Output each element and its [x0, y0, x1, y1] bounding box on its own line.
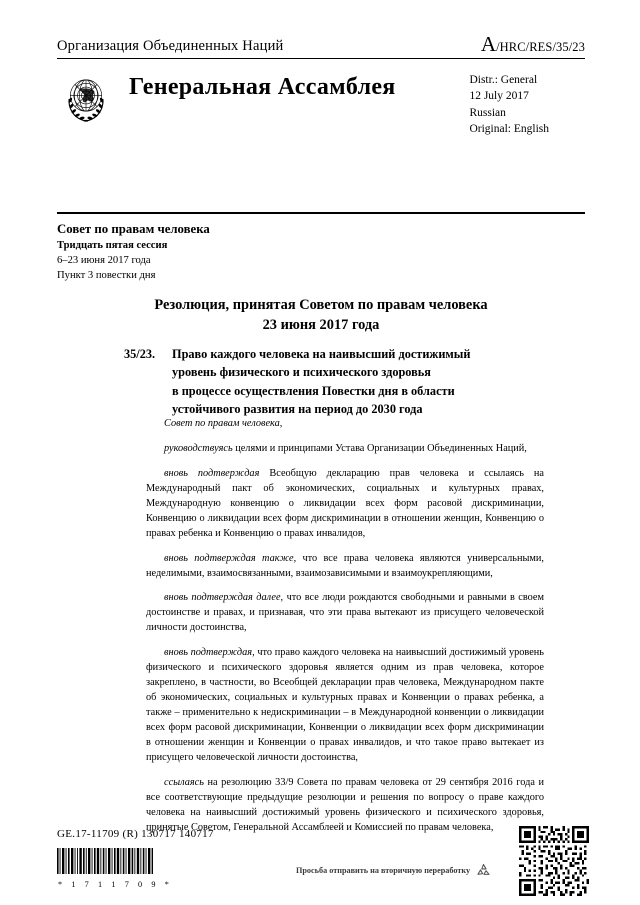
- un-emblem: [57, 70, 115, 128]
- preamble-paragraph: [146, 551, 544, 581]
- resolution-title-line: в процессе осуществления Повестки дня в области: [172, 383, 455, 398]
- resolution-title-line: Право каждого человека на наивысший достижимый: [172, 347, 471, 361]
- paragraph-lead-in: вновь подтверждая: [164, 467, 260, 479]
- paragraph-text: на резолюцию 33/9 Совета по правам человека от 29 сентября 2016 года и все соответствующие предыдущие резолюции и решения по вопросу о праве каждого человека на наивысший достижимый уровень физического и психического здоровья, принятые Советом, Генеральной Ассамблеей и Комиссией по правам человека,: [146, 777, 544, 834]
- recycle-icon: [475, 862, 492, 879]
- preamble-paragraph: [146, 466, 544, 541]
- organ-block: [57, 221, 457, 283]
- preamble-paragraph: [146, 441, 544, 456]
- organ-agenda-item: Пункт 3 повестки дня: [57, 270, 156, 282]
- body-title: Генеральная Ассамблея: [129, 74, 396, 100]
- preamble-paragraph: [146, 590, 544, 635]
- resolution-heading: [57, 295, 585, 336]
- document-symbol-letter: A: [480, 32, 497, 56]
- barcode: [57, 848, 172, 889]
- resolution-title-line: уровень физического и психического здоровья: [172, 365, 431, 380]
- masthead-top-row: [57, 34, 585, 55]
- distribution-date: 12 July 2017: [469, 90, 529, 103]
- preamble-paragraph: [146, 775, 544, 835]
- qr-code: [519, 826, 589, 896]
- resolution-heading-line2: 23 июня 2017 года: [262, 317, 380, 334]
- document-symbol-rest: /HRC/RES/35/23: [496, 40, 585, 54]
- preamble-body: [146, 416, 544, 845]
- resolution-item: [124, 345, 564, 419]
- recycle-text: Просьба отправить на вторичную переработку: [296, 866, 471, 875]
- preamble-paragraph: [146, 645, 544, 766]
- document-symbol: [481, 34, 585, 55]
- distribution-block: [469, 66, 585, 137]
- masthead-body: [57, 66, 585, 137]
- paragraph-text: целями и принципами Устава Организации Объединенных Наций,: [232, 443, 527, 455]
- paragraph-lead-in: вновь подтверждая: [164, 646, 253, 658]
- barcode-digits: * 1 7 1 1 7 0 9 *: [58, 880, 173, 889]
- distribution-language: Russian: [469, 106, 506, 119]
- distribution-type: Distr.: General: [469, 74, 538, 86]
- masthead-rule: [57, 58, 585, 59]
- resolution-number: 35/23.: [124, 347, 156, 361]
- paragraph-lead-in: вновь подтверждая также: [164, 552, 294, 564]
- paragraph-lead-in: ссылаясь: [164, 777, 204, 789]
- organ-session: Тридцать пятая сессия: [57, 240, 168, 252]
- section-divider: [57, 212, 585, 214]
- organization-name: Организация Объединенных Наций: [57, 38, 284, 54]
- paragraph-lead-in: руководствуясь: [164, 443, 233, 455]
- preamble-organ-italic: Совет по правам человека,: [164, 418, 283, 429]
- preamble-organ-line: [146, 416, 544, 431]
- job-number: GE.17-11709 (R) 130717 140717: [57, 828, 214, 840]
- organ-dates: 6–23 июня 2017 года: [57, 255, 151, 267]
- organ-name: Совет по правам человека: [57, 222, 210, 236]
- masthead: [57, 34, 585, 137]
- paragraph-text: , что все права человека являются универсальными, неделимыми, взаимосвязанными, взаимозависимыми и взаимоукрепляющими,: [146, 552, 544, 579]
- paragraph-text: Всеобщую декларацию прав человека и ссылаясь на Международный пакт об экономических, социальных и культурных правах, Международную конвенцию о ликвидации всех форм расовой дискриминации, Конвенцию о ликвидации всех форм дискриминации в отношении женщин, Конвенцию о правах ребенка и Конвенцию о правах инвалидов,: [146, 467, 544, 539]
- barcode-bars: [57, 848, 153, 874]
- resolution-title: [172, 345, 471, 419]
- paragraph-text: , что все люди рождаются свободными и равными в своем достоинстве и правах, и признавая, что эти права вытекают из присущего человеческой личности достоинства,: [146, 592, 545, 634]
- recycle-note: [296, 862, 492, 879]
- paragraph-lead-in: вновь подтверждая далее: [164, 592, 281, 604]
- resolution-title-line: устойчивого развития на период до 2030 года: [172, 402, 423, 417]
- distribution-original: Original: English: [469, 122, 549, 135]
- resolution-heading-line1: Резолюция, принятая Советом по правам человека: [154, 297, 488, 313]
- paragraph-text: , что право каждого человека на наивысший достижимый уровень физического и психического здоровья является одним из прав человека, которое закреплено, в частности, во Всеобщей декларации прав человека, Международном пакте об экономических, социальных и культурных правах и Конвенции о правах ребенка, а также – применительно к недискриминации – в Международной конвенции о ликвидации всех форм расовой дискриминации, Конвенции о ликвидации всех форм дискриминации в отношении женщин и Конвенции о правах инвалидов, и что такое право вытекает из присущего человеческой личности достоинства,: [146, 646, 544, 764]
